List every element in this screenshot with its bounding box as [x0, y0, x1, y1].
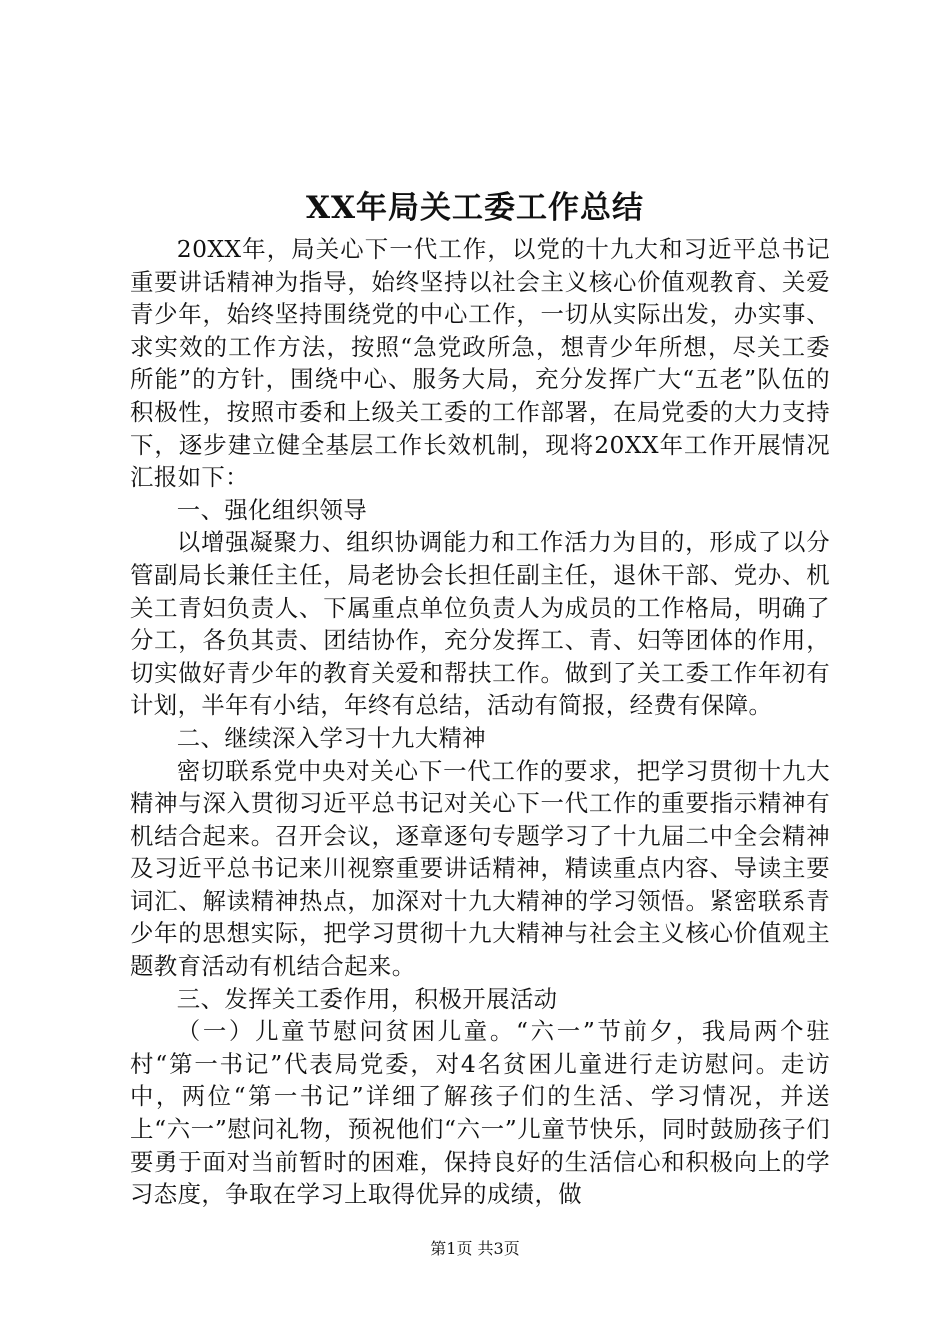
section-heading-1: 一、强化组织领导	[176, 495, 368, 524]
page-footer: 第1页 共3页	[430, 1239, 520, 1258]
section-3-paragraph: （一）儿童节慰问贫困儿童。“六一”节前夕，我局两个驻村“第一书记”代表局党委，对4名贫困儿童进行走访慰问。走访中，两位“第一书记”详细了解孩子们的生活、学习情况，并送上“六一”慰问礼物，预祝他们“六一”儿童节快乐，同时鼓励孩子们要勇于面对当前暂时的困难，保持良好的生活信心和积极向上的学习态度，争取在学习上取得优异的成绩，做	[130, 1017, 830, 1209]
section-1-paragraph: 以增强凝聚力、组织协调能力和工作活力为目的，形成了以分管副局长兼任主任，局老协会长担任副主任，退休干部、党办、机关工青妇负责人、下属重点单位负责人为成员的工作格局，明确了分工，各负其责、团结协作，充分发挥工、青、妇等团体的作用，切实做好青少年的教育关爱和帮扶工作。做到了关工委工作年初有计划，半年有小结，年终有总结，活动有简报，经费有保障。	[130, 528, 830, 720]
intro-paragraph: 20XX年，局关心下一代工作，以党的十九大和习近平总书记重要讲话精神为指导，始终坚持以社会主义核心价值观教育、关爱青少年，始终坚持围绕党的中心工作，一切从实际出发，办实事、求实效的工作方法，按照“急党政所急，想青少年所想，尽关工委所能”的方针，围绕中心、服务大局，充分发挥广大“五老”队伍的积极性，按照市委和上级关工委的工作部署，在局党委的大力支持下，逐步建立健全基层工作长效机制，现将20XX年工作开展情况汇报如下：	[130, 235, 830, 492]
section-heading-2: 二、继续深入学习十九大精神	[176, 723, 487, 752]
document-title: XX年局关工委工作总结	[305, 190, 645, 226]
section-heading-3: 三、发挥关工委作用，积极开展活动	[176, 984, 558, 1013]
section-2-paragraph: 密切联系党中央对关心下一代工作的要求，把学习贯彻十九大精神与深入贯彻习近平总书记对关心下一代工作的重要指示精神有机结合起来。召开会议，逐章逐句专题学习了十九届二中全会精神及习近平总书记来川视察重要讲话精神，精读重点内容、导读主要词汇、解读精神热点，加深对十九大精神的学习领悟。紧密联系青少年的思想实际，把学习贯彻十九大精神与社会主义核心价值观主题教育活动有机结合起来。	[130, 756, 830, 981]
document-body	[130, 233, 830, 1211]
